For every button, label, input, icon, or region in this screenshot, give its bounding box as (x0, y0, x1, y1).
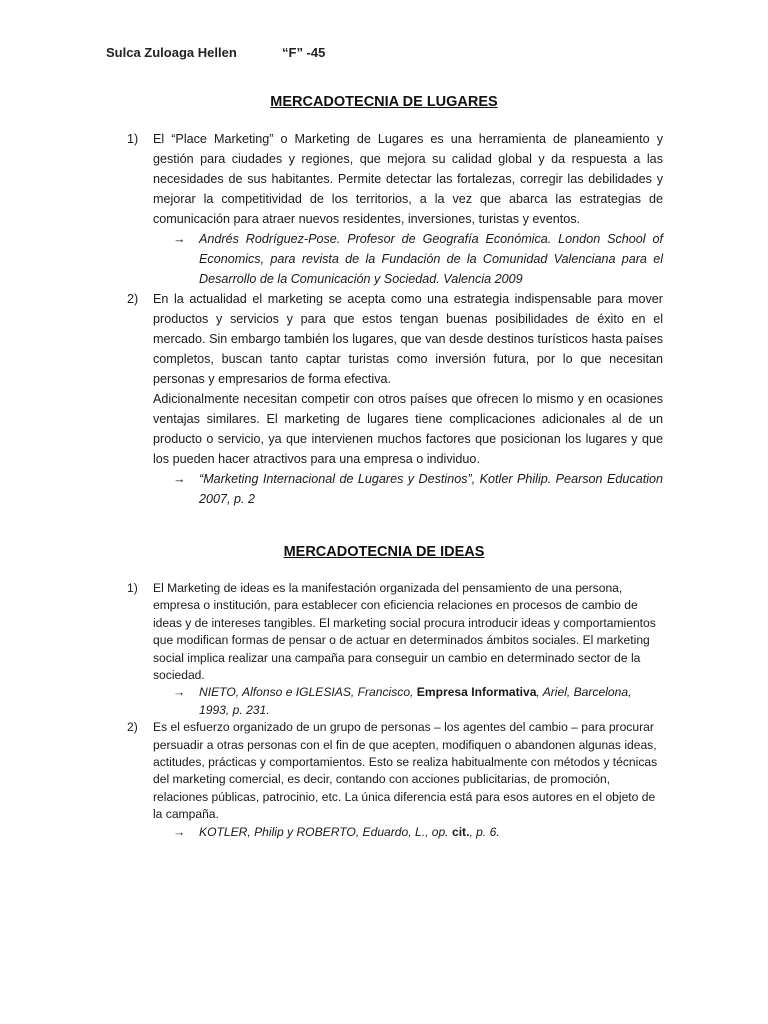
arrow-icon: → (173, 824, 186, 839)
citation (153, 229, 663, 289)
citation (153, 824, 663, 841)
citation-details: , p. 6. (469, 824, 500, 839)
arrow-icon: → (173, 232, 186, 246)
citation-author: NIETO, Alfonso e IGLESIAS, Francisco, (199, 685, 417, 700)
arrow-icon: → (173, 472, 186, 486)
citation-bold-title: cit. (451, 824, 470, 839)
citation-author: KOTLER, Philip y ROBERTO, Eduardo, L., op. (199, 824, 452, 839)
citation-text: Andrés Rodríguez-Pose. Profesor de Geografía Económica. London School of Economics, para revista de la Fundación de la Comunidad Valenciana para el Desarrollo de la Comunicación y Sociedad. Valencia 2009 (199, 232, 663, 286)
item-paragraph: Es el esfuerzo organizado de un grupo de personas – los agentes del cambio – para procurar persuadir a otras personas con el fin de que acepten, modifiquen o abandonen algunas ideas, actitudes, prácticas y comportamientos. Esto se realiza habitualmente con métodos y técnicas del marketing comercial, es decir, contando con acciones publicitarias, de promoción, relaciones públicas, patrocinio, etc. La única diferencia está para esos autores en el objeto de la campaña. (153, 720, 658, 822)
citation (153, 469, 663, 509)
item-paragraph: Adicionalmente necesitan competir con otros países que ofrecen lo mismo y en ocasiones ventajas similares. El marketing de lugares tiene complicaciones adicionales al de un producto o servicio, ya que intervienen muchos factores que posicionan los lugares y que los pueden hacer atractivos para una empresa o individuo. (153, 392, 663, 466)
section-list-lugares (127, 129, 663, 509)
citation (153, 684, 663, 719)
item-number: 1) (127, 132, 139, 146)
item-number: 1) (127, 581, 138, 595)
section-title-lugares: MERCADOTECNIA DE LUGARES (270, 94, 498, 110)
document-header (106, 45, 326, 60)
list-item (127, 129, 663, 289)
item-paragraph: El Marketing de ideas es la manifestación organizada del pensamiento de una persona, empresa o institución, para establecer con eficiencia relaciones en procesos de cambio de ideas y de intereses tangibles. El marketing social procura introducir ideas y comportamientos que modifican formas de pensar o de actuar en determinados ámbitos sociales. El marketing social implica realizar una campaña para conseguir un cambio en determinado sector de la sociedad. (153, 581, 656, 683)
list-item (127, 719, 663, 841)
citation-details: , Ariel, Barcelona, 1993, p. 231. (199, 685, 632, 717)
item-paragraph: En la actualidad el marketing se acepta como una estrategia indispensable para mover productos y servicios y para que estos tengan buenas posibilidades de éxito en el mercado. Sin embargo también los lugares, que van desde destinos turísticos hasta países completos, buscan tanto captar turistas como inversión futura, por lo que necesitan personas y empresarios de forma efectiva. (153, 292, 663, 386)
section-list-ideas (127, 580, 663, 841)
section-title-ideas: MERCADOTECNIA DE IDEAS (283, 544, 485, 560)
item-paragraph: El “Place Marketing” o Marketing de Lugares es una herramienta de planeamiento y gestión para ciudades y regiones, que mejora su calidad global y da respuesta a las necesidades de sus habitantes. Permite detectar las fortalezas, corregir las debilidades y mejorar la competitividad de los territorios, a la vez que abarca las estrategias de comunicación para atraer nuevos residentes, inversiones, turistas y eventos. (153, 132, 663, 226)
item-number: 2) (127, 720, 138, 735)
student-code: “F” -45 (282, 45, 326, 60)
list-item (127, 580, 663, 719)
arrow-icon: → (173, 685, 186, 700)
citation-bold-title: Empresa Informativa (416, 685, 537, 700)
author-name: Sulca Zuloaga Hellen (106, 45, 237, 60)
citation-text: “Marketing Internacional de Lugares y Destinos”, Kotler Philip. Pearson Education 2007, p. 2 (199, 472, 663, 506)
item-number: 2) (127, 292, 139, 306)
list-item (127, 289, 663, 509)
